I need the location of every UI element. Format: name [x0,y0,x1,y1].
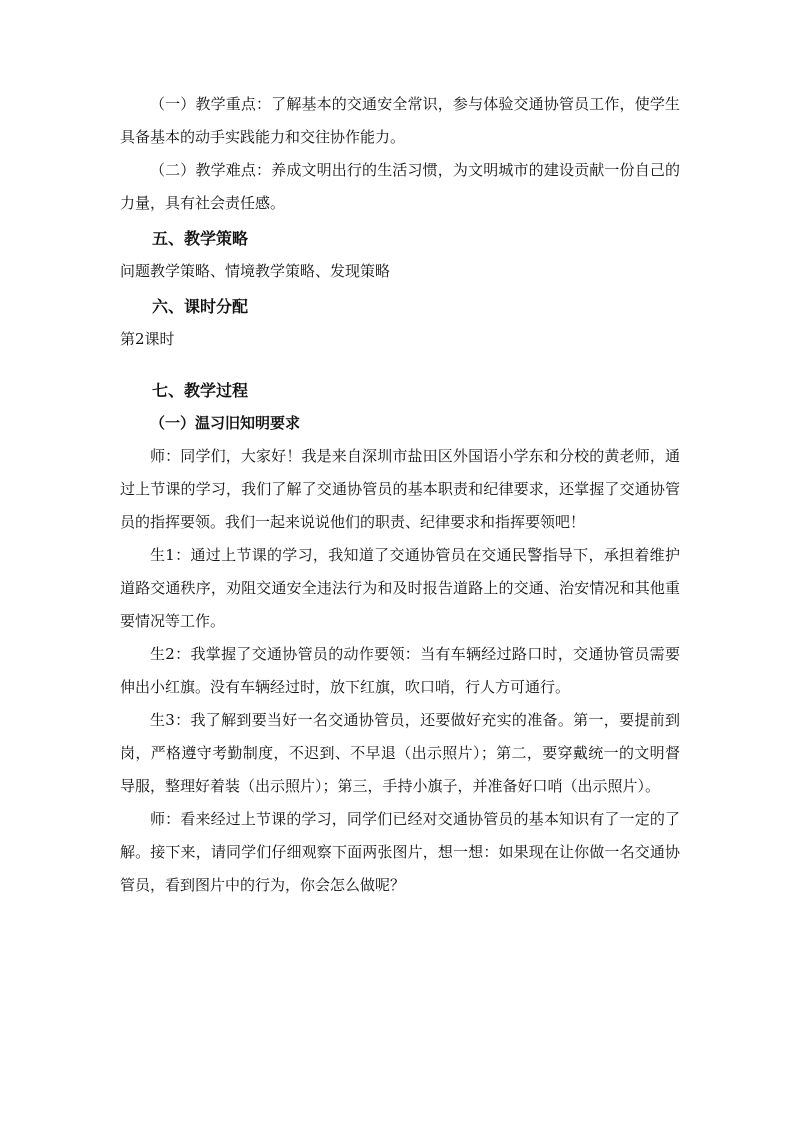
teacher-opening-paragraph: 师：同学们，大家好！我是来自深圳市盐田区外国语小学东和分校的黄老师，通过上节课的学习，我们了解了交通协管员的基本职责和纪律要求，还掌握了交通协管员的指挥要领。我们一起来说说他们的职责、纪律要求和指挥要领吧！ [120,447,680,531]
section-heading-process: 七、教学过程 [152,381,249,400]
section-heading-schedule: 六、课时分配 [152,297,249,316]
teacher-question-paragraph: 师：看来经过上节课的学习，同学们已经对交通协管员的基本知识有了一定的了解。接下来，请同学们仔细观察下面两张图片，想一想：如果现在让你做一名交通协管员，看到图片中的行为，你会怎么做呢？ [120,810,680,894]
schedule-paragraph: 第2课时 [120,330,175,348]
teaching-focus-paragraph: （一）教学重点：了解基本的交通安全常识，参与体验交通协管员工作，使学生具备基本的动手实践能力和交往协作能力。 [120,95,680,146]
document-page [120,88,680,902]
section-heading-strategy: 五、教学策略 [152,229,249,248]
strategy-paragraph: 问题教学策略、情境教学策略、发现策略 [120,262,391,280]
student-2-paragraph: 生2：我掌握了交通协管员的动作要领：当有车辆经过路口时，交通协管员需要伸出小红旗。没有车辆经过时，放下红旗，吹口哨，行人方可通行。 [120,645,680,696]
teaching-difficulty-paragraph: （二）教学难点：养成文明出行的生活习惯，为文明城市的建设贡献一份自己的力量，具有社会责任感。 [120,161,680,212]
student-1-paragraph: 生1：通过上节课的学习，我知道了交通协管员在交通民警指导下，承担着维护道路交通秩序，劝阻交通安全违法行为和及时报告道路上的交通、治安情况和其他重要情况等工作。 [120,546,680,630]
subheading-review: （一）温习旧知明要求 [150,414,301,432]
student-3-paragraph: 生3：我了解到要当好一名交通协管员，还要做好充实的准备。第一，要提前到岗，严格遵守考勤制度，不迟到、不早退（出示照片）；第二，要穿戴统一的文明督导服，整理好着装（出示照片）；第三，手持小旗子，并准备好口哨（出示照片）。 [120,711,680,795]
